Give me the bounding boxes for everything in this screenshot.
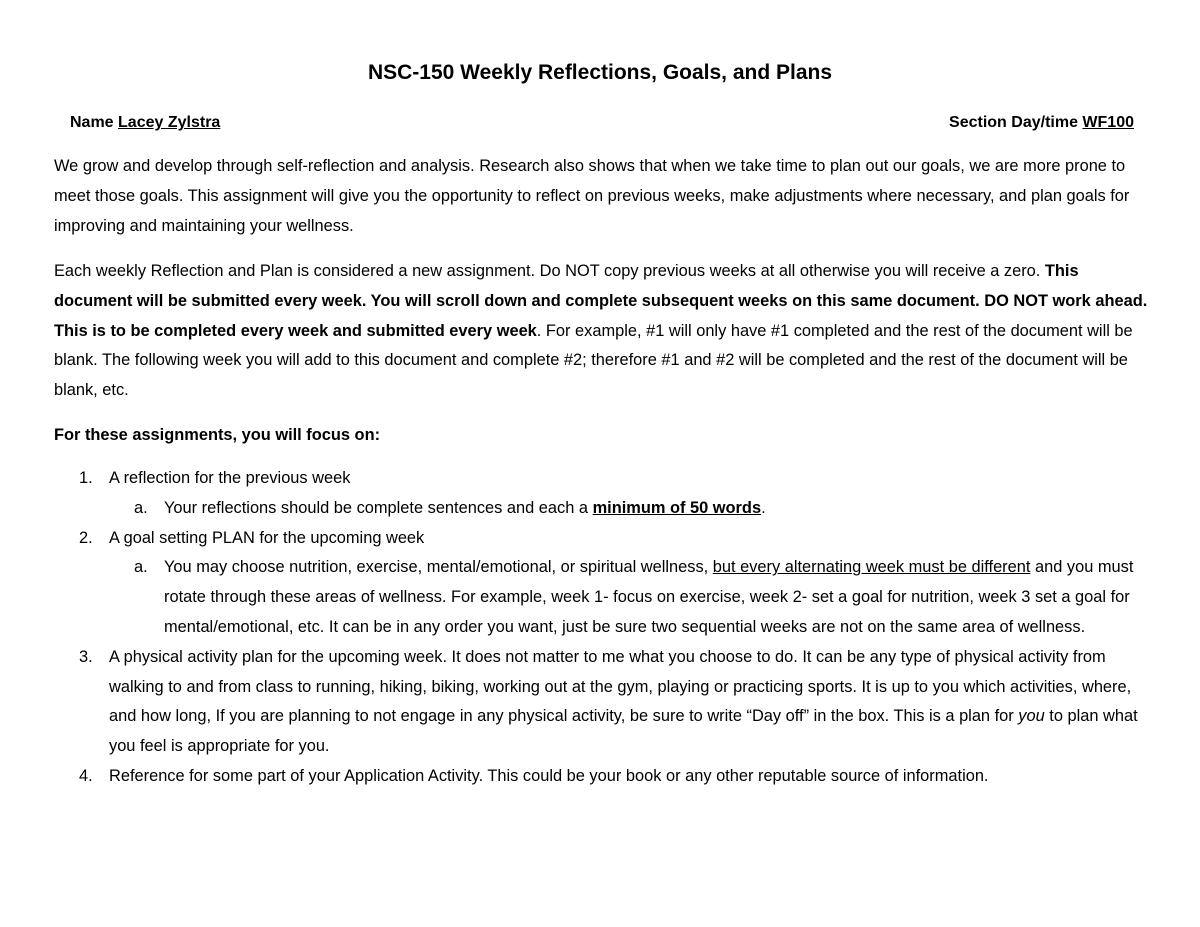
list-item-4 — [54, 762, 1150, 792]
section-field — [949, 111, 1134, 135]
name-value: Lacey Zylstra — [118, 114, 221, 131]
alternating-week-text: but every alternating week must be different — [712, 558, 1031, 577]
list-number: 3. — [79, 647, 93, 666]
sub-item-1a: a. Your reflections should be complete sentences and each a minimum of 50 words. — [54, 494, 1150, 524]
list-number: 1. — [79, 469, 93, 487]
list-item-3: 3. A physical activity plan for the upcoming week. It does not matter to me what you choose to do. It can be any type of physical activity from walking to and from class to running, hiking, biking, working out at the gym, playing or practicing sports. It is up to you which activities, where, and how long, If you are planning to not engage in any physical activity, be sure to write “Day off” in the box. This is a plan for you to plan what you feel is appropriate for you. — [54, 643, 1150, 762]
document-title: NSC-150 Weekly Reflections, Goals, and Plans — [367, 61, 833, 84]
list-number: 2. — [79, 528, 93, 547]
list-item-1 — [54, 464, 1150, 494]
list-item-text: A reflection for the previous week — [109, 469, 351, 487]
section-value: WF100 — [1082, 114, 1134, 131]
name-label: Name — [70, 114, 114, 131]
sub-list-letter: a. — [134, 558, 148, 577]
instructions-text-start: Each weekly Reflection and Plan is considered a new assignment. Do NOT copy previous weeks at all otherwise you will receive a zero. — [54, 262, 1045, 280]
section-label: Section Day/time — [949, 114, 1078, 131]
sub-list-letter: a. — [134, 498, 148, 517]
instructions-paragraph — [54, 257, 1150, 406]
name-field — [70, 111, 220, 135]
focus-list — [54, 464, 1150, 792]
emphasis-you: you — [1018, 707, 1045, 726]
intro-paragraph: We grow and develop through self-reflection and analysis. Research also shows that when we take time to plan out our goals, we are more prone to meet those goals. This assignment will give you the opportunity to reflect on previous weeks, make adjustments where necessary, and plan goals for improving and maintaining your wellness. — [54, 157, 1130, 235]
focus-heading: For these assignments, you will focus on: — [54, 426, 381, 444]
list-item-text: A goal setting PLAN for the upcoming week — [109, 528, 425, 547]
sub-item-2a: a. You may choose nutrition, exercise, mental/emotional, or spiritual wellness, but every alternating week must be different and you must rotate through these areas of wellness. For example, week 1- focus on exercise, week 2- set a goal for nutrition, week 3 set a goal for mental/emotional, etc. It can be in any order you want, just be sure two sequential weeks are not on the same area of wellness. — [54, 553, 1150, 642]
instructions-bold-text: This document will be submitted every week. You will scroll down and complete subsequent weeks on this same document. DO NOT work ahead. This is to be completed every week and submitted every week — [54, 262, 1148, 340]
list-item-text: Reference for some part of your Application Activity. This could be your book or any other reputable source of information. — [109, 766, 989, 785]
minimum-words-text: minimum of 50 words — [592, 498, 762, 517]
instructions-text-end: . For example, #1 will only have #1 completed and the rest of the document will be blank. The following week you will add to this document and complete #2; therefore #1 and #2 will be completed and the rest of the document will be blank, etc. — [54, 321, 1133, 400]
list-item-2 — [54, 524, 1150, 554]
list-number: 4. — [79, 766, 93, 785]
